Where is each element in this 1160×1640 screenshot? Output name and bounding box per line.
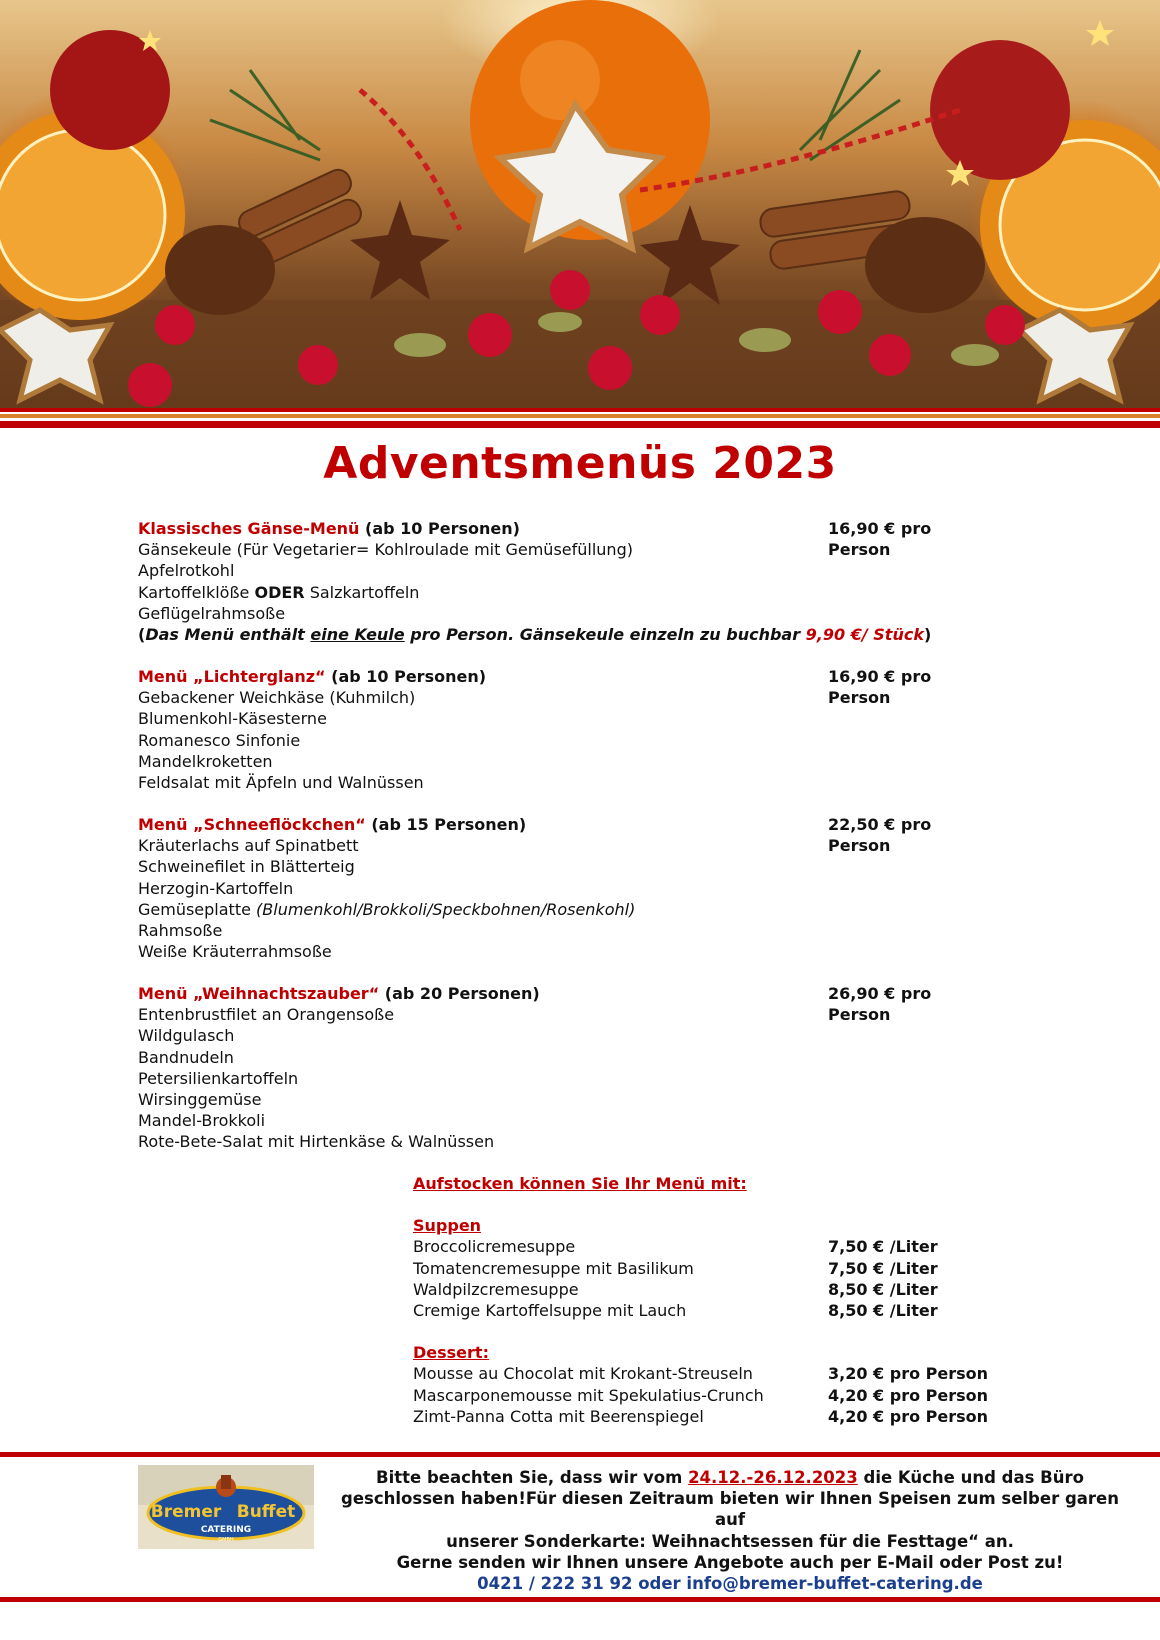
note-paren-close: ): [923, 625, 932, 645]
note-text: Das Menü enthält: [145, 625, 311, 645]
menu-item: Rote-Bete-Salat mit Hirtenkäse & Walnüssen: [138, 1132, 495, 1152]
soup-row: [413, 1300, 1013, 1321]
menu-item-text: Gemüseplatte: [138, 899, 257, 919]
company-logo: [138, 1465, 314, 1549]
menu-price: 16,90 € pro Person: [828, 519, 932, 560]
soup-price: 8,50 € /Liter: [828, 1301, 938, 1321]
menu-name: Menü „Lichterglanz“: [138, 667, 326, 686]
menu-price: 22,50 € pro Person: [828, 815, 932, 856]
soup-price: 7,50 € /Liter: [828, 1237, 938, 1257]
notice-line-3: unserer Sonderkarte: Weihnachtsessen für die Festtage“ an.: [446, 1531, 1014, 1551]
menu-item-oder: ODER: [254, 582, 305, 602]
soup-name: Broccolicremesuppe: [413, 1237, 576, 1257]
soup-price: 7,50 € /Liter: [828, 1258, 938, 1278]
note-price: 9,90 €/ Stück: [805, 625, 924, 645]
soup-row: [413, 1279, 1013, 1300]
contact-info[interactable]: 0421 / 222 31 92 oder info@bremer-buffet-catering.de: [477, 1574, 983, 1594]
menu-min-persons: (ab 10 Personen): [365, 519, 520, 538]
menu-note: [138, 624, 998, 645]
menu-name: Klassisches Gänse-Menü: [138, 519, 360, 538]
menu-weihnachtszauber: [138, 983, 998, 1153]
menu-min-persons: (ab 20 Personen): [384, 984, 540, 1003]
notice-closing-dates: 24.12.-26.12.2023: [688, 1468, 858, 1487]
stripe-orange: [0, 414, 1160, 418]
menu-item: Rahmsoße: [138, 921, 223, 941]
menu-price: 26,90 € pro Person: [828, 984, 932, 1025]
soup-name: Cremige Kartoffelsuppe mit Lauch: [413, 1301, 687, 1321]
menu-item: Apfelrotkohl: [138, 561, 235, 581]
menu-item: [138, 582, 998, 603]
menu-item: Weiße Kräuterrahmsoße: [138, 942, 332, 962]
logo-word-buffet: Buffet: [236, 1502, 296, 1522]
note-text: pro Person. Gänsekeule einzeln zu buchbar: [404, 625, 806, 645]
notice-line-2: geschlossen haben!Für diesen Zeitraum bieten wir Ihnen Speisen zum selber garen auf: [341, 1489, 1119, 1530]
footer-line-top: [0, 1452, 1160, 1457]
notice-text: Bitte beachten Sie, dass wir vom: [376, 1468, 689, 1487]
note-keule: eine Keule: [310, 625, 405, 645]
menu-name: Menü „Schneeflöckchen“: [138, 815, 366, 834]
menu-min-persons: (ab 15 Personen): [371, 815, 527, 834]
dessert-price: 4,20 € pro Person: [828, 1406, 989, 1426]
menu-item: Feldsalat mit Äpfeln und Walnüssen: [138, 773, 424, 793]
menu-schneefloeckchen: [138, 814, 998, 962]
logo-gmbh: GMBH: [218, 1537, 234, 1543]
menu-item: Schweinefilet in Blätterteig: [138, 857, 355, 877]
menu-price: 16,90 € pro Person: [828, 667, 932, 708]
soup-row: [413, 1236, 1013, 1257]
dessert-row: [413, 1406, 1013, 1427]
menu-item: Wildgulasch: [138, 1026, 235, 1046]
menu-item: Entenbrustfilet an Orangensoße: [138, 1005, 395, 1025]
spacer: [413, 1321, 1013, 1342]
extras-section: [413, 1173, 1013, 1427]
menu-item: Gänsekeule (Für Vegetarier= Kohlroulade mit Gemüsefüllung): [138, 540, 633, 560]
notice-text: die Küche und das Büro: [857, 1468, 1084, 1487]
dessert-name: Mascarponemousse mit Spekulatius-Crunch: [413, 1385, 764, 1405]
dessert-row: [413, 1385, 1013, 1406]
footer-line-bottom: [0, 1597, 1160, 1602]
note-paren-open: (: [138, 625, 146, 645]
spacer: [413, 1194, 1013, 1215]
soups-title: Suppen: [413, 1216, 482, 1236]
menu-item: Mandel-Brokkoli: [138, 1111, 266, 1131]
menu-item: Kräuterlachs auf Spinatbett: [138, 836, 359, 856]
logo-word-bremer: Bremer: [150, 1502, 222, 1522]
notice-line-1: [330, 1467, 1130, 1488]
dessert-row: [413, 1363, 1013, 1384]
soup-name: Tomatencremesuppe mit Basilikum: [413, 1258, 694, 1278]
dessert-price: 4,20 € pro Person: [828, 1385, 989, 1405]
stripe-red-top: [0, 408, 1160, 412]
menu-item-text: Kartoffelklöße: [138, 582, 255, 602]
soup-row: [413, 1258, 1013, 1279]
dessert-name: Mousse au Chocolat mit Krokant-Streuseln: [413, 1364, 753, 1384]
menu-item-detail: (Blumenkohl/Brokkoli/Speckbohnen/Rosenkohl): [256, 899, 636, 919]
page-title: Adventsmenüs 2023: [323, 438, 837, 489]
menu-item: Geflügelrahmsoße: [138, 603, 286, 623]
menu-lichterglanz: [138, 666, 998, 793]
stripe-red-bottom: [0, 421, 1160, 428]
extras-heading: Aufstocken können Sie Ihr Menü mit:: [413, 1174, 747, 1193]
menu-min-persons: (ab 10 Personen): [331, 667, 487, 686]
logo-catering: CATERING: [200, 1525, 252, 1535]
dessert-price: 3,20 € pro Person: [828, 1364, 989, 1384]
menu-item-text: Salzkartoffeln: [304, 582, 420, 602]
menu-item: Romanesco Sinfonie: [138, 730, 301, 750]
menu-item: Bandnudeln: [138, 1047, 234, 1067]
menu-item: Herzogin-Kartoffeln: [138, 878, 294, 898]
soup-price: 8,50 € /Liter: [828, 1279, 938, 1299]
menu-item: Mandelkroketten: [138, 751, 273, 771]
menu-name: Menü „Weihnachtszauber“: [138, 984, 380, 1003]
bremer-buffet-logo: [138, 1465, 314, 1549]
hero-image: [0, 0, 1160, 408]
dessert-name: Zimt-Panna Cotta mit Beerenspiegel: [413, 1406, 704, 1426]
closing-notice: [330, 1467, 1130, 1594]
menu-item: Petersilienkartoffeln: [138, 1068, 299, 1088]
menu-item: [138, 899, 998, 920]
soup-name: Waldpilzcremesuppe: [413, 1279, 579, 1299]
menu-item: Gebackener Weichkäse (Kuhmilch): [138, 688, 416, 708]
menu-klassisches-gaense: [138, 518, 998, 645]
dessert-title: Dessert:: [413, 1343, 489, 1363]
menu-item: Wirsinggemüse: [138, 1090, 262, 1110]
menu-item: Blumenkohl-Käsesterne: [138, 709, 327, 729]
notice-line-4: Gerne senden wir Ihnen unsere Angebote auch per E-Mail oder Post zu!: [396, 1552, 1064, 1572]
christmas-spices-illustration: [0, 0, 1160, 408]
